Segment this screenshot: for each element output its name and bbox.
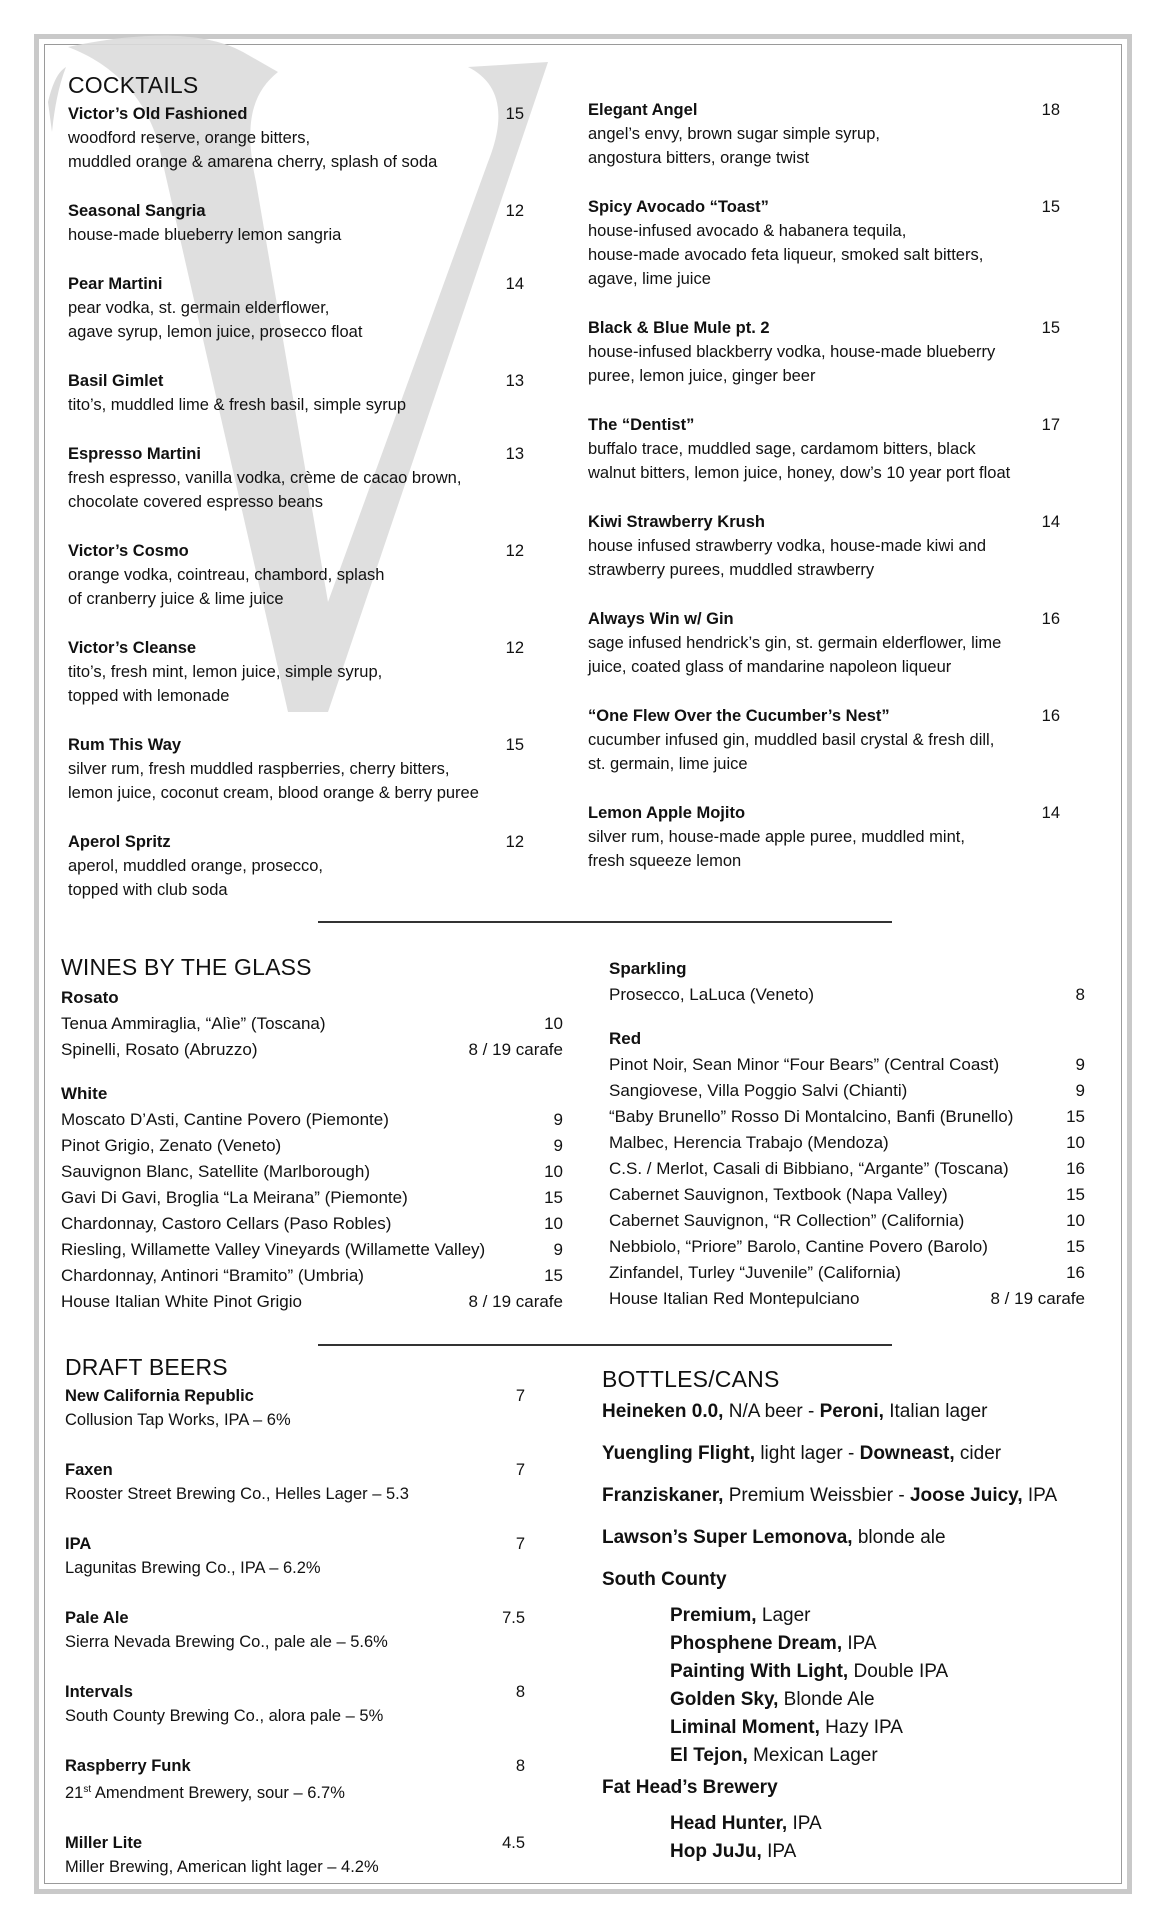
draft-beer-title-row bbox=[65, 1384, 525, 1408]
cocktail-name: Lemon Apple Mojito bbox=[588, 804, 746, 822]
cocktail-description: pear vodka, st. germain elderflower, agave syrup, lemon juice, prosecco float bbox=[68, 299, 363, 341]
cocktails-right-column bbox=[588, 98, 1060, 898]
cocktail-price: 13 bbox=[505, 445, 524, 463]
wine-price: 10 bbox=[544, 1014, 563, 1033]
wine-price: 9 bbox=[1075, 1081, 1085, 1100]
cocktail-price: 15 bbox=[505, 736, 524, 754]
cocktail-description: fresh espresso, vanilla vodka, crème de cacao brown, chocolate covered espresso beans bbox=[68, 469, 462, 511]
wine-row bbox=[61, 1237, 563, 1263]
cocktail-item bbox=[588, 801, 1060, 873]
brewery-beer-name: Phosphene Dream, bbox=[670, 1633, 843, 1654]
wine-row bbox=[61, 1185, 563, 1211]
cocktail-name: Always Win w/ Gin bbox=[588, 610, 734, 628]
cocktail-title-row bbox=[68, 733, 524, 757]
cocktail-name: Pear Martini bbox=[68, 275, 163, 293]
wine-row bbox=[609, 1156, 1085, 1182]
draft-beer-description: Rooster Street Brewing Co., Helles Lager – 5.3 bbox=[65, 1485, 409, 1503]
wine-name: Tenua Ammiraglia, “Alìe” (Toscana) bbox=[61, 1014, 326, 1033]
draft-column bbox=[65, 1384, 525, 1905]
draft-beer-title-row bbox=[65, 1754, 525, 1778]
brewery-beer-style: IPA bbox=[761, 1841, 797, 1862]
cocktail-item bbox=[68, 636, 524, 708]
wine-name: Chardonnay, Castoro Cellars (Paso Robles) bbox=[61, 1214, 392, 1233]
brewery-beer-name: El Tejon, bbox=[670, 1745, 748, 1766]
cocktail-item bbox=[68, 733, 524, 805]
wine-row bbox=[609, 982, 1085, 1008]
draft-beer-name: Raspberry Funk bbox=[65, 1757, 191, 1775]
wines-heading: WINES BY THE GLASS bbox=[61, 954, 312, 980]
wine-row bbox=[61, 1159, 563, 1185]
wine-price: 15 bbox=[1066, 1185, 1085, 1204]
wine-name: Spinelli, Rosato (Abruzzo) bbox=[61, 1040, 258, 1059]
wine-name: Nebbiolo, “Priore” Barolo, Cantine Povero (Barolo) bbox=[609, 1237, 988, 1256]
cocktail-item bbox=[68, 272, 524, 344]
cocktail-item bbox=[68, 369, 524, 417]
cocktail-item bbox=[588, 510, 1060, 582]
bottle-name: Downeast, bbox=[859, 1443, 955, 1464]
cocktail-price: 14 bbox=[1041, 513, 1060, 531]
wine-price: 9 bbox=[553, 1240, 563, 1259]
cocktail-title-row bbox=[588, 801, 1060, 825]
wine-row bbox=[61, 1011, 563, 1037]
draft-beer-title-row bbox=[65, 1458, 525, 1482]
bottle-name: Yuengling Flight, bbox=[602, 1443, 756, 1464]
cocktail-description: tito’s, muddled lime & fresh basil, simple syrup bbox=[68, 396, 407, 414]
wine-name: Pinot Grigio, Zenato (Veneto) bbox=[61, 1136, 282, 1155]
draft-beer-price: 7.5 bbox=[502, 1609, 525, 1627]
draft-beer-item bbox=[65, 1754, 525, 1805]
cocktail-item bbox=[68, 102, 524, 174]
cocktail-price: 13 bbox=[505, 372, 524, 390]
cocktail-title-row bbox=[68, 442, 524, 466]
cocktail-description: tito’s, fresh mint, lemon juice, simple syrup, topped with lemonade bbox=[68, 663, 383, 705]
brewery-beer-name: Painting With Light, bbox=[670, 1661, 849, 1682]
wine-name: Chardonnay, Antinori “Bramito” (Umbria) bbox=[61, 1266, 364, 1285]
brewery-title: South County bbox=[602, 1569, 727, 1590]
wine-row bbox=[609, 1130, 1085, 1156]
cocktail-price: 17 bbox=[1041, 416, 1060, 434]
bottle-line bbox=[602, 1482, 1102, 1510]
cocktail-name: Espresso Martini bbox=[68, 445, 201, 463]
bottle-name: Lawson’s Super Lemonova, bbox=[602, 1527, 853, 1548]
brewery-beer-name: Head Hunter, bbox=[670, 1813, 788, 1834]
wine-row bbox=[609, 1182, 1085, 1208]
wine-name: Zinfandel, Turley “Juvenile” (California) bbox=[609, 1263, 901, 1282]
brewery-beer-row bbox=[602, 1810, 1102, 1838]
wine-row bbox=[609, 1052, 1085, 1078]
cocktail-description: house infused strawberry vodka, house-made kiwi and strawberry purees, muddled strawberry bbox=[588, 537, 987, 579]
draft-beer-item bbox=[65, 1680, 525, 1728]
bottle-name: Peroni, bbox=[819, 1401, 884, 1422]
cocktail-item bbox=[588, 704, 1060, 776]
wine-name: C.S. / Merlot, Casali di Bibbiano, “Argante” (Toscana) bbox=[609, 1159, 1009, 1178]
cocktail-name: Seasonal Sangria bbox=[68, 202, 206, 220]
cocktail-item bbox=[68, 199, 524, 247]
draft-beer-name: New California Republic bbox=[65, 1387, 254, 1405]
cocktail-name: “One Flew Over the Cucumber’s Nest” bbox=[588, 707, 890, 725]
cocktail-title-row bbox=[588, 195, 1060, 219]
wine-price: 10 bbox=[1066, 1211, 1085, 1230]
wine-row bbox=[609, 1260, 1085, 1286]
wine-category-title: Red bbox=[609, 1029, 642, 1048]
draft-beer-title-row bbox=[65, 1680, 525, 1704]
desc-text: Amendment Brewery, sour – 6.7% bbox=[91, 1784, 345, 1802]
draft-beer-name: IPA bbox=[65, 1535, 92, 1553]
bottle-style: IPA bbox=[1022, 1485, 1058, 1506]
draft-beer-item bbox=[65, 1384, 525, 1432]
bottle-style: blonde ale bbox=[852, 1527, 946, 1548]
cocktail-title-row bbox=[68, 830, 524, 854]
wine-price: 15 bbox=[1066, 1237, 1085, 1256]
cocktail-item bbox=[588, 316, 1060, 388]
cocktail-name: Black & Blue Mule pt. 2 bbox=[588, 319, 770, 337]
cocktail-title-row bbox=[68, 539, 524, 563]
brewery-beer-name: Liminal Moment, bbox=[670, 1717, 820, 1738]
wine-price: 8 / 19 carafe bbox=[468, 1040, 563, 1059]
cocktail-price: 18 bbox=[1041, 101, 1060, 119]
cocktail-name: Basil Gimlet bbox=[68, 372, 164, 390]
wine-row bbox=[61, 1211, 563, 1237]
draft-beer-description: South County Brewing Co., alora pale – 5% bbox=[65, 1707, 384, 1725]
cocktail-name: The “Dentist” bbox=[588, 416, 695, 434]
wine-name: Pinot Noir, Sean Minor “Four Bears” (Central Coast) bbox=[609, 1055, 1000, 1074]
wine-price: 16 bbox=[1066, 1263, 1085, 1282]
wine-name: Sauvignon Blanc, Satellite (Marlborough) bbox=[61, 1162, 371, 1181]
cocktail-title-row bbox=[588, 510, 1060, 534]
cocktail-price: 12 bbox=[505, 542, 524, 560]
wine-row bbox=[61, 1037, 563, 1063]
cocktail-description: house-infused avocado & habanera tequila, house-made avocado feta liqueur, smoked salt bitters, agave, lime juice bbox=[588, 222, 984, 288]
bottle-name: Heineken 0.0, bbox=[602, 1401, 724, 1422]
wine-name: “Baby Brunello” Rosso Di Montalcino, Banfi (Brunello) bbox=[609, 1107, 1014, 1126]
cocktail-name: Victor’s Cleanse bbox=[68, 639, 197, 657]
cocktail-price: 14 bbox=[1041, 804, 1060, 822]
draft-beer-description: Miller Brewing, American light lager – 4.2% bbox=[65, 1858, 379, 1876]
brewery-beer-name: Premium, bbox=[670, 1605, 757, 1626]
wine-row bbox=[609, 1104, 1085, 1130]
cocktails-heading: COCKTAILS bbox=[68, 72, 199, 98]
brewery-beer-style: IPA bbox=[787, 1813, 822, 1834]
cocktail-item bbox=[588, 195, 1060, 291]
wine-price: 10 bbox=[544, 1162, 563, 1181]
cocktail-title-row bbox=[588, 413, 1060, 437]
draft-beer-title-row bbox=[65, 1831, 525, 1855]
draft-beer-price: 7 bbox=[515, 1535, 525, 1553]
draft-beer-description: Collusion Tap Works, IPA – 6% bbox=[65, 1411, 291, 1429]
bottle-style: Premium Weissbier - bbox=[723, 1485, 910, 1506]
cocktail-price: 16 bbox=[1041, 707, 1060, 725]
cocktail-title-row bbox=[588, 98, 1060, 122]
cocktail-price: 15 bbox=[1041, 319, 1060, 337]
wine-name: Gavi Di Gavi, Broglia “La Meirana” (Piemonte) bbox=[61, 1188, 408, 1207]
cocktail-name: Victor’s Cosmo bbox=[68, 542, 189, 560]
cocktail-description: angel’s envy, brown sugar simple syrup, angostura bitters, orange twist bbox=[588, 125, 880, 167]
wine-price: 10 bbox=[544, 1214, 563, 1233]
wine-price: 8 / 19 carafe bbox=[468, 1292, 563, 1311]
bottle-style: Italian lager bbox=[883, 1401, 988, 1422]
cocktail-name: Aperol Spritz bbox=[68, 833, 171, 851]
bottles-heading: BOTTLES/CANS bbox=[602, 1366, 780, 1392]
cocktail-price: 14 bbox=[505, 275, 524, 293]
brewery-beer-row bbox=[602, 1714, 1102, 1742]
bottle-line bbox=[602, 1440, 1102, 1468]
brewery-beer-style: IPA bbox=[842, 1633, 877, 1654]
wine-price: 8 bbox=[1075, 985, 1085, 1004]
cocktail-title-row bbox=[588, 607, 1060, 631]
wines-left-column bbox=[61, 985, 563, 1333]
brewery-beer-style: Blonde Ale bbox=[778, 1689, 875, 1710]
cocktail-item bbox=[588, 413, 1060, 485]
brewery-beer-style: Mexican Lager bbox=[747, 1745, 878, 1766]
cocktail-item bbox=[588, 98, 1060, 170]
draft-heading: DRAFT BEERS bbox=[65, 1354, 228, 1380]
wine-name: Malbec, Herencia Trabajo (Mendoza) bbox=[609, 1133, 889, 1152]
desc-number: 21 bbox=[65, 1784, 84, 1802]
wine-name: House Italian White Pinot Grigio bbox=[61, 1292, 302, 1311]
wine-price: 9 bbox=[553, 1110, 563, 1129]
wine-price: 9 bbox=[1075, 1055, 1085, 1074]
draft-beer-item bbox=[65, 1831, 525, 1879]
cocktail-item bbox=[68, 830, 524, 902]
brewery-beer-name: Golden Sky, bbox=[670, 1689, 779, 1710]
cocktail-name: Spicy Avocado “Toast” bbox=[588, 198, 769, 216]
brewery-beer-row bbox=[602, 1742, 1102, 1770]
draft-beer-title-row bbox=[65, 1606, 525, 1630]
wine-price: 10 bbox=[1066, 1133, 1085, 1152]
wine-name: House Italian Red Montepulciano bbox=[609, 1289, 860, 1308]
wine-row bbox=[61, 1289, 563, 1315]
cocktail-description: woodford reserve, orange bitters, muddled orange & amarena cherry, splash of soda bbox=[68, 129, 438, 171]
cocktails-left-column bbox=[68, 102, 524, 927]
wine-row bbox=[609, 1286, 1085, 1312]
wine-price: 16 bbox=[1066, 1159, 1085, 1178]
brewery-beer-row bbox=[602, 1658, 1102, 1686]
brewery-beer-style: Double IPA bbox=[848, 1661, 949, 1682]
cocktail-description: silver rum, house-made apple puree, muddled mint, fresh squeeze lemon bbox=[588, 828, 965, 870]
cocktail-price: 12 bbox=[505, 833, 524, 851]
draft-beer-title-row bbox=[65, 1532, 525, 1556]
divider-line bbox=[318, 1344, 892, 1346]
draft-beer-name: Pale Ale bbox=[65, 1609, 129, 1627]
wine-row bbox=[61, 1263, 563, 1289]
wine-row bbox=[609, 1234, 1085, 1260]
cocktail-item bbox=[68, 442, 524, 514]
brewery-beer-row bbox=[602, 1838, 1102, 1866]
cocktail-name: Rum This Way bbox=[68, 736, 182, 754]
wine-name: Riesling, Willamette Valley Vineyards (Willamette Valley) bbox=[61, 1240, 486, 1259]
bottle-line bbox=[602, 1524, 1102, 1552]
draft-beer-name: Faxen bbox=[65, 1461, 113, 1479]
draft-beer-description: Sierra Nevada Brewing Co., pale ale – 5.6% bbox=[65, 1633, 388, 1651]
cocktail-title-row bbox=[68, 199, 524, 223]
wine-row bbox=[609, 1078, 1085, 1104]
wine-row bbox=[61, 1133, 563, 1159]
draft-beer-description bbox=[65, 1778, 525, 1805]
draft-beer-price: 8 bbox=[515, 1757, 525, 1775]
cocktail-price: 15 bbox=[505, 105, 524, 123]
wine-price: 15 bbox=[1066, 1107, 1085, 1126]
draft-beer-price: 7 bbox=[515, 1387, 525, 1405]
cocktail-description: cucumber infused gin, muddled basil crystal & fresh dill, st. germain, lime juice bbox=[588, 731, 995, 773]
cocktail-title-row bbox=[68, 272, 524, 296]
cocktail-description: silver rum, fresh muddled raspberries, cherry bitters, lemon juice, coconut cream, blood orange & berry puree bbox=[68, 760, 479, 802]
cocktail-description: sage infused hendrick’s gin, st. germain elderflower, lime juice, coated glass of mandarine napoleon liqueur bbox=[588, 634, 1002, 676]
cocktail-name: Elegant Angel bbox=[588, 101, 698, 119]
cocktail-description: aperol, muddled orange, prosecco, topped with club soda bbox=[68, 857, 323, 899]
cocktail-title-row bbox=[68, 102, 524, 126]
brewery-beer-row bbox=[602, 1602, 1102, 1630]
brewery-beer-row bbox=[602, 1630, 1102, 1658]
draft-beer-name: Intervals bbox=[65, 1683, 133, 1701]
draft-beer-item bbox=[65, 1606, 525, 1654]
wine-row bbox=[61, 1107, 563, 1133]
wine-price: 9 bbox=[553, 1136, 563, 1155]
brewery-beer-name: Hop JuJu, bbox=[670, 1841, 762, 1862]
draft-beer-item bbox=[65, 1458, 525, 1506]
brewery-beer-style: Hazy IPA bbox=[819, 1717, 903, 1738]
draft-beer-item bbox=[65, 1532, 525, 1580]
cocktail-price: 12 bbox=[505, 639, 524, 657]
cocktail-title-row bbox=[588, 704, 1060, 728]
wine-price: 8 / 19 carafe bbox=[990, 1289, 1085, 1308]
wine-category-title: White bbox=[61, 1084, 108, 1103]
draft-beer-price: 8 bbox=[515, 1683, 525, 1701]
brewery-beer-list bbox=[602, 1810, 1102, 1866]
wine-row bbox=[609, 1208, 1085, 1234]
cocktail-description: buffalo trace, muddled sage, cardamom bitters, black walnut bitters, lemon juice, honey, dow’s 10 year port float bbox=[588, 440, 1011, 482]
cocktail-item bbox=[68, 539, 524, 611]
draft-beer-price: 4.5 bbox=[502, 1834, 525, 1852]
cocktail-price: 12 bbox=[505, 202, 524, 220]
divider-line bbox=[318, 921, 892, 923]
draft-beer-description: Lagunitas Brewing Co., IPA – 6.2% bbox=[65, 1559, 321, 1577]
wine-category-group bbox=[61, 1081, 563, 1315]
cocktail-title-row bbox=[68, 636, 524, 660]
bottle-style: cider bbox=[954, 1443, 1002, 1464]
wine-category-group bbox=[609, 1026, 1085, 1312]
brewery-title: Fat Head’s Brewery bbox=[602, 1777, 778, 1798]
watermark-v-swash bbox=[48, 67, 66, 132]
cocktail-title-row bbox=[68, 369, 524, 393]
bottles-column bbox=[602, 1398, 1102, 1870]
cocktail-description: house-made blueberry lemon sangria bbox=[68, 226, 342, 244]
bottle-style: light lager - bbox=[755, 1443, 860, 1464]
cocktail-price: 16 bbox=[1041, 610, 1060, 628]
desc-superscript: st bbox=[83, 1784, 92, 1795]
wine-category-group bbox=[61, 985, 563, 1063]
cocktail-name: Kiwi Strawberry Krush bbox=[588, 513, 765, 531]
wine-price: 15 bbox=[544, 1266, 563, 1285]
bottle-style: N/A beer - bbox=[723, 1401, 820, 1422]
bottle-line bbox=[602, 1398, 1102, 1426]
cocktail-price: 15 bbox=[1041, 198, 1060, 216]
draft-beer-price: 7 bbox=[515, 1461, 525, 1479]
brewery-beer-row bbox=[602, 1686, 1102, 1714]
draft-beer-name: Miller Lite bbox=[65, 1834, 143, 1852]
cocktail-name: Victor’s Old Fashioned bbox=[68, 105, 248, 123]
wines-right-column bbox=[609, 956, 1085, 1330]
wine-price: 15 bbox=[544, 1188, 563, 1207]
wine-name: Sangiovese, Villa Poggio Salvi (Chianti) bbox=[609, 1081, 908, 1100]
bottle-name: Joose Juicy, bbox=[909, 1485, 1023, 1506]
brewery-beer-list bbox=[602, 1602, 1102, 1770]
wine-category-group bbox=[609, 956, 1085, 1008]
wine-name: Cabernet Sauvignon, “R Collection” (California) bbox=[609, 1211, 965, 1230]
wine-name: Moscato D’Asti, Cantine Povero (Piemonte) bbox=[61, 1110, 389, 1129]
cocktail-item bbox=[588, 607, 1060, 679]
wine-category-title: Rosato bbox=[61, 988, 119, 1007]
wine-name: Prosecco, LaLuca (Veneto) bbox=[609, 985, 815, 1004]
cocktail-description: house-infused blackberry vodka, house-made blueberry puree, lemon juice, ginger beer bbox=[588, 343, 996, 385]
wine-category-title: Sparkling bbox=[609, 959, 687, 978]
bottle-name: Franziskaner, bbox=[602, 1485, 724, 1506]
brewery-beer-style: Lager bbox=[756, 1605, 811, 1626]
cocktail-description: orange vodka, cointreau, chambord, splash of cranberry juice & lime juice bbox=[68, 566, 385, 608]
wine-name: Cabernet Sauvignon, Textbook (Napa Valley) bbox=[609, 1185, 948, 1204]
cocktail-title-row bbox=[588, 316, 1060, 340]
